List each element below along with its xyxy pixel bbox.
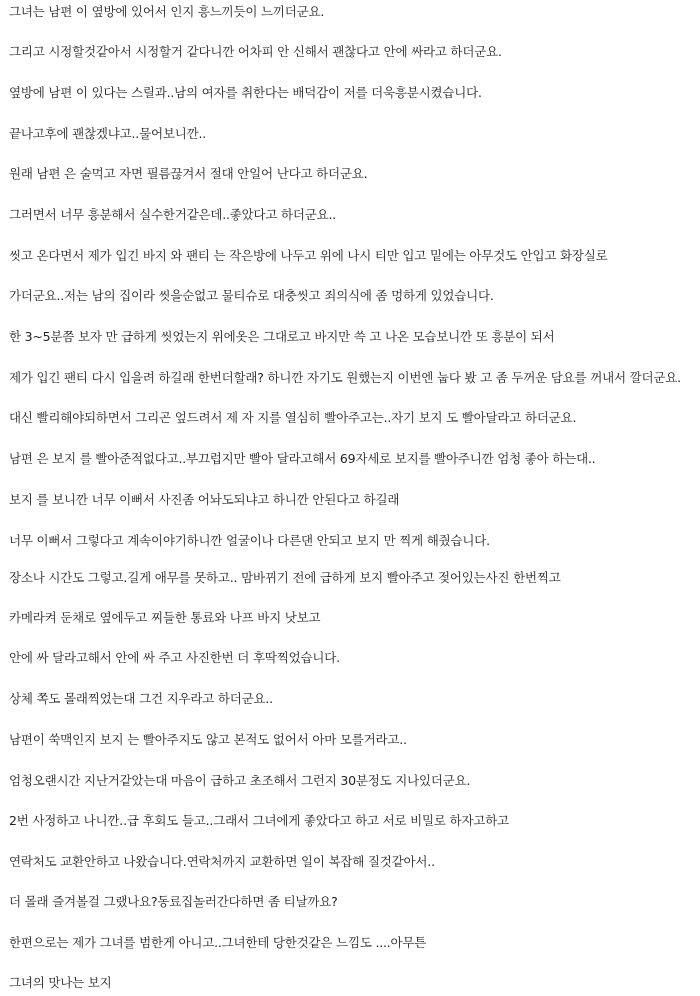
text-line: 엄청오랜시간 지난거같았는대 마음이 급하고 초조해서 그런지 30분정도 지나있더군요. — [9, 773, 471, 788]
text-line: 그리고 시정할것같아서 시정할거 같다니깐 어차피 안 신해서 괜찮다고 안에 싸라고 하더군요. — [9, 44, 502, 59]
text-line: 연락처도 교환안하고 나왔습니다.연락처까지 교환하면 일이 복잡해 질것같아서.. — [9, 854, 435, 869]
text-line: 원래 남편 은 술먹고 자면 필름끊겨서 절대 안일어 난다고 하더군요. — [9, 166, 368, 181]
text-line: 카메라켜 둔채로 옆에두고 찌들한 통료와 나프 바지 낫보고 — [9, 610, 321, 625]
text-line: 가더군요..저는 남의 집이라 씻을순없고 물티슈로 대충씻고 죄의식에 좀 멍하게 있었습니다. — [9, 288, 494, 303]
text-line: 그녀는 남편 이 옆방에 있어서 인지 흥느끼듯이 느끼더군요. — [9, 4, 325, 19]
text-line: 그녀의 맛나는 보지 — [9, 975, 112, 990]
text-line: 남편이 쑥맥인지 보지 는 빨아주지도 않고 본적도 없어서 아마 모를거라고.. — [9, 732, 407, 747]
text-line: 한 3~5분쯤 보자 만 급하게 씻었는지 위에옷은 그대로고 바지만 쓱 고 나온 모습보니깐 또 흥분이 되서 — [9, 329, 555, 344]
text-line: 남편 은 보지 를 빨아준적없다고..부끄럽지만 빨아 달라고해서 69자세로 보지를 빨아주니깐 엄청 좋아 하는대.. — [9, 451, 596, 466]
text-line: 안에 싸 달라고해서 안에 싸 주고 사진한번 더 후딱찍었습니다. — [9, 650, 340, 665]
text-line: 끝나고후에 괜찮겠냐고..물어보니깐.. — [9, 126, 206, 141]
text-line: 제가 입긴 팬티 다시 입을려 하길래 한번더할래? 하니깐 자기도 원했는지 이번엔 눕다 봤 고 좀 두꺼운 담요를 꺼내서 깔더군요. — [9, 370, 681, 385]
text-line: 한편으로는 제가 그녀를 범한게 아니고..그녀한테 당한것같은 느낌도 ....아무튼 — [9, 935, 427, 950]
text-line: 씻고 온다면서 제가 입긴 바지 와 팬티 는 작은방에 나두고 위에 나시 티만 입고 밑에는 아무것도 안입고 화장실로 — [9, 248, 608, 263]
text-line: 상체 쪽도 몰래찍었는대 그건 지우라고 하더군요.. — [9, 691, 273, 706]
text-line: 너무 이뻐서 그렇다고 계속이야기하니깐 얼굴이나 다른댄 안되고 보지 만 찍게 해줬습니다. — [9, 533, 490, 548]
text-line: 보지 를 보니깐 너무 이뻐서 사진좀 어놔도되냐고 하니깐 안된다고 하길래 — [9, 492, 400, 507]
text-line: 2번 사정하고 나니깐..급 후회도 들고..그래서 그녀에게 좋았다고 하고 서로 비밀로 하자고하고 — [9, 813, 509, 828]
text-line: 장소나 시간도 그렇고.길게 애무를 못하고.. 맘바뀌기 전에 급하게 보지 빨아주고 젖어있는사진 한번찍고 — [9, 570, 561, 585]
text-line: 옆방에 남편 이 있다는 스릴과..남의 여자를 취한다는 배덕감이 저를 더욱흥분시켰습니다. — [9, 85, 482, 100]
text-line: 그러면서 너무 흥분해서 실수한거같은데..좋았다고 하더군요.. — [9, 207, 337, 222]
text-line: 더 몰래 즐겨볼걸 그랬나요?동료집놀러간다하면 좀 티날까요? — [9, 894, 338, 909]
text-line: 대신 빨리해야되하면서 그리곤 엎드려서 제 자 지를 열심히 빨아주고는..자기 보지 도 빨아달라고 하더군요. — [9, 410, 577, 425]
